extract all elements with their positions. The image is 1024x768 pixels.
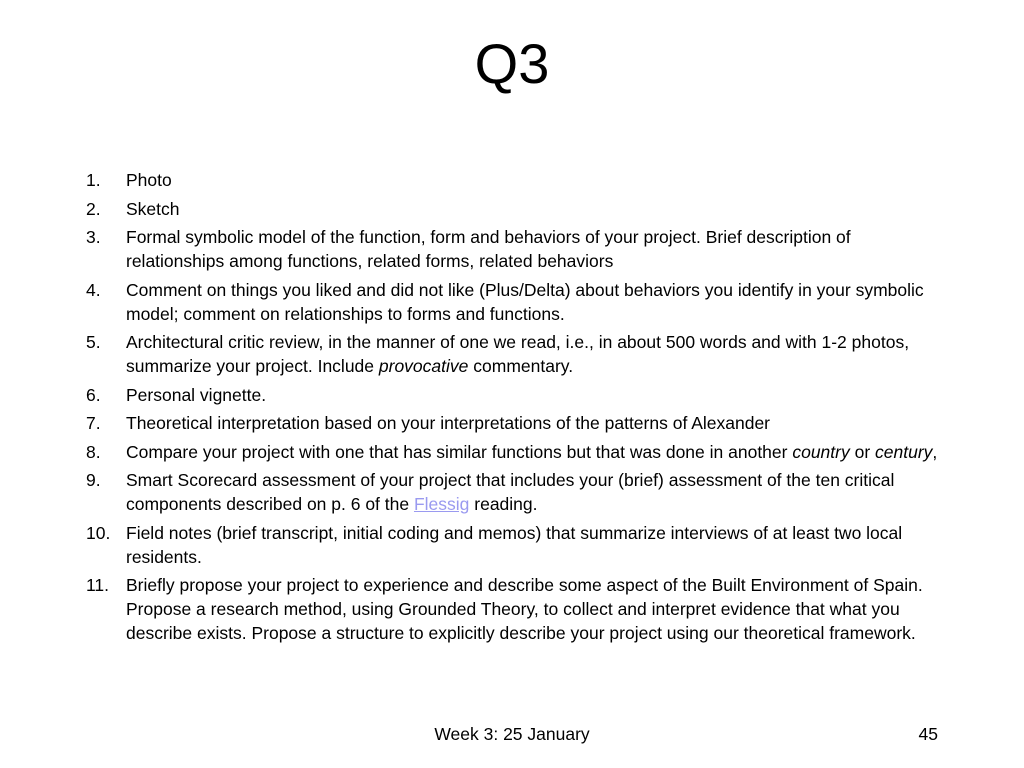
text-segment: Formal symbolic model of the function, form and behaviors of your project. Brief description of relationships among functions, related forms, related behaviors — [126, 227, 851, 271]
list-item-number: 10. — [86, 522, 111, 543]
list-item-text — [126, 227, 851, 271]
list-item-text — [126, 413, 770, 433]
list-item — [86, 197, 942, 221]
list-item-number: 1. — [86, 170, 101, 190]
list-item-text — [126, 332, 909, 376]
emphasis-text: provocative — [378, 356, 469, 376]
text-segment: Field notes (brief transcript, initial coding and memos) that summarize interviews of at least two local residents. — [126, 522, 903, 567]
emphasis-text: country — [792, 441, 850, 462]
text-segment: Architectural critic review, in the manner of one we read, i.e., in about 500 words and with 1-2 photos, summarize your project. Include — [126, 332, 910, 376]
text-segment: reading. — [469, 494, 538, 514]
list-item-number: 7. — [86, 413, 101, 433]
list-item — [86, 468, 942, 516]
list-item-text — [126, 523, 902, 567]
list-item-text — [126, 442, 937, 462]
slide-title: Q3 — [474, 32, 550, 95]
text-segment: Personal vignette. — [126, 384, 267, 405]
list-item-text — [126, 470, 894, 514]
text-segment: or — [849, 441, 876, 462]
text-segment: , — [932, 441, 938, 462]
reading-link[interactable]: Flessig — [413, 494, 470, 514]
text-segment: Compare your project with one that has similar functions but that was done in another — [126, 441, 793, 462]
list-item — [86, 573, 942, 645]
list-item — [86, 440, 942, 464]
list-item-number: 4. — [86, 279, 101, 300]
list-item-number: 6. — [86, 384, 101, 405]
list-item — [86, 278, 942, 326]
list-item — [86, 383, 942, 407]
list-item-number: 2. — [86, 198, 101, 219]
list-item — [86, 225, 942, 273]
text-segment: Theoretical interpretation based on your interpretations of the patterns of Alexander — [126, 413, 771, 433]
footer-label: Week 3: 25 January — [434, 724, 590, 744]
list-item-number: 11. — [86, 575, 110, 595]
text-segment: Sketch — [126, 198, 180, 219]
text-segment: Briefly propose your project to experience and describe some aspect of the Built Environment of Spain. Propose a research method, using Grounded Theory, to collect and interpret evidence that what you describe exists. Propose a structure to explicitly describe your project using our theoretical framework. — [126, 575, 923, 643]
list-item-text — [126, 575, 923, 643]
list-item-number: 9. — [86, 470, 101, 490]
text-segment: Photo — [126, 170, 172, 190]
list-item-text — [126, 280, 924, 324]
numbered-list — [86, 168, 942, 650]
list-item-text — [126, 385, 266, 405]
text-segment: Comment on things you liked and did not like (Plus/Delta) about behaviors you identify in your symbolic model; comment on relationships to forms and functions. — [126, 279, 924, 324]
emphasis-text: century — [875, 441, 933, 462]
list-item-number: 8. — [86, 441, 101, 462]
list-item — [86, 330, 942, 378]
list-item-number: 5. — [86, 332, 101, 352]
page-number: 45 — [918, 724, 938, 744]
list-item — [86, 168, 942, 192]
text-segment: Smart Scorecard assessment of your project that includes your (brief) assessment of the ten critical components described on p. 6 of the — [126, 470, 895, 514]
list-item-number: 3. — [86, 227, 101, 247]
list-item-text — [126, 199, 180, 219]
text-segment: commentary. — [468, 356, 574, 376]
list-item-text — [126, 170, 172, 190]
list-item — [86, 411, 942, 435]
list-item — [86, 521, 942, 569]
